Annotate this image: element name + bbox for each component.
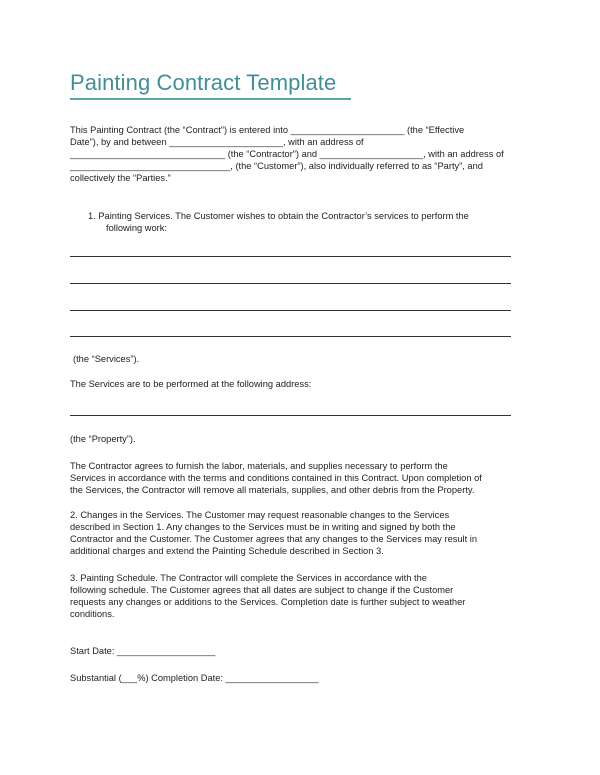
intro-line: ______________________________ (the “Contractor”) and ____________________, with an address of bbox=[70, 149, 504, 159]
document-title: Painting Contract Template bbox=[70, 70, 337, 95]
changes-line: 2. Changes in the Services. The Customer may request reasonable changes to the Services bbox=[70, 510, 450, 520]
start-date-field[interactable]: Start Date: ___________________ bbox=[70, 646, 216, 656]
title-underline bbox=[70, 98, 351, 100]
furnish-line: The Contractor agrees to furnish the labor, materials, and supplies necessary to perform the bbox=[70, 461, 448, 471]
completion-date-field[interactable]: Substantial (___%) Completion Date: __________________ bbox=[70, 673, 319, 683]
work-blank-line[interactable] bbox=[70, 310, 511, 311]
intro-line: _______________________________, (the “Customer”), also individually referred to as “Party”, and bbox=[70, 161, 483, 171]
furnish-line: the Services, the Contractor will remove all materials, supplies, and other debris from the Property. bbox=[70, 485, 475, 495]
changes-line: Contractor and the Customer. The Customer agrees that any changes to the Services may result in bbox=[70, 534, 478, 544]
services-item-line: 1. Painting Services. The Customer wishes to obtain the Contractor’s services to perform the bbox=[88, 211, 469, 221]
furnish-line: Services in accordance with the terms and conditions contained in this Contract. Upon completion of bbox=[70, 473, 482, 483]
changes-line: described in Section 1. Any changes to the Services must be in writing and signed by both the bbox=[70, 522, 456, 532]
schedule-line: following schedule. The Customer agrees that all dates are subject to change if the Customer bbox=[70, 585, 454, 595]
work-blank-line[interactable] bbox=[70, 336, 511, 337]
services-label: (the “Services”). bbox=[73, 354, 140, 364]
work-blank-line[interactable] bbox=[70, 283, 511, 284]
intro-line: collectively the “Parties.” bbox=[70, 173, 171, 183]
changes-line: additional charges and extend the Painting Schedule described in Section 3. bbox=[70, 546, 384, 556]
schedule-line: 3. Painting Schedule. The Contractor will complete the Services in accordance with the bbox=[70, 573, 427, 583]
schedule-line: requests any changes or additions to the Services. Completion date is further subject to weather bbox=[70, 597, 466, 607]
intro-line: Date”), by and between ______________________, with an address of bbox=[70, 137, 364, 147]
property-label: (the “Property”). bbox=[70, 434, 136, 444]
schedule-line: conditions. bbox=[70, 609, 115, 619]
intro-line: This Painting Contract (the “Contract”) is entered into ______________________ (the “Effective bbox=[70, 125, 465, 135]
address-intro: The Services are to be performed at the following address: bbox=[70, 379, 312, 389]
work-blank-line[interactable] bbox=[70, 256, 511, 257]
address-blank-line[interactable] bbox=[70, 415, 511, 416]
services-item-line: following work: bbox=[106, 223, 167, 233]
